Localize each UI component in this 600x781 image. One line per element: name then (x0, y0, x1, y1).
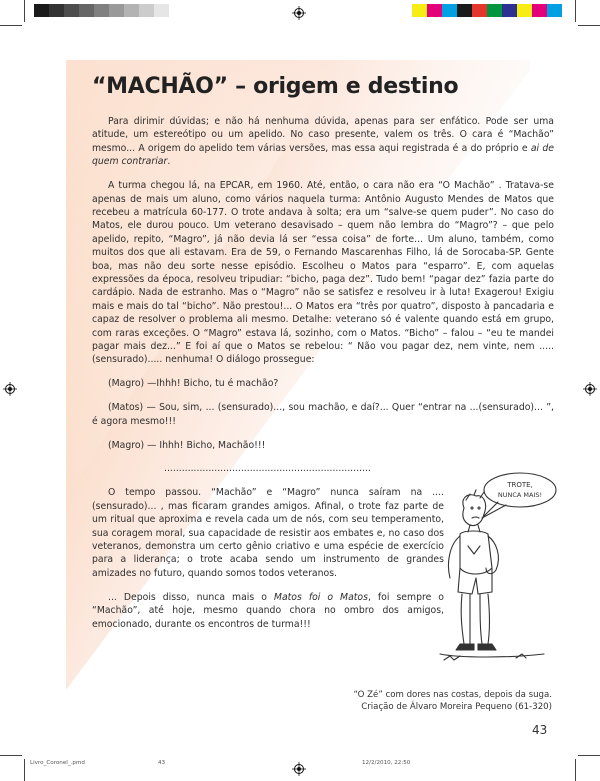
color-swatch (472, 4, 487, 17)
crop-mark (24, 0, 25, 22)
paragraph-aftermath: O tempo passou. “Machão” e “Magro” nunca saíram na .... (sensurado)... , mas ficaram grandes amigos. Afinal, o trote faz parte de um ritual que aproxima e revela cada um de nós, com seu temperamento, sua coragem moral, sua capacidade de resistir aos embates e, no caso dos veteranos, demonstra um certo gênio criativo e uma espécie de exercício para a liderança; o trote acaba sendo um instrumento de grandes amizades no futuro, quando somos todos veteranos. (92, 487, 444, 579)
color-swatch (502, 4, 517, 17)
gray-color-bar (34, 4, 184, 17)
color-swatch (517, 4, 532, 17)
dialog-line-1: (Magro) —Ihhh! Bicho, tu é machão? (108, 378, 279, 390)
crop-mark (578, 755, 600, 756)
color-swatch (94, 4, 109, 17)
slug-filename: Livro_Coronel_.pmd (30, 760, 85, 766)
crop-mark (24, 759, 25, 781)
crop-mark (575, 0, 576, 22)
color-swatch (169, 4, 184, 17)
color-swatch (79, 4, 94, 17)
illustration-caption (342, 690, 552, 713)
slug-page: 43 (158, 760, 166, 766)
color-swatch (124, 4, 139, 17)
color-swatch (154, 4, 169, 17)
color-swatch (412, 4, 427, 17)
crop-mark (0, 755, 22, 756)
svg-text:NUNCA MAIS!: NUNCA MAIS! (497, 491, 543, 499)
crop-mark (575, 759, 576, 781)
color-swatch (532, 4, 547, 17)
color-swatch (457, 4, 472, 17)
slug-date: 12/2/2010, 22:50 (362, 760, 411, 766)
registration-mark-icon (292, 762, 306, 776)
paragraph-story: A turma chegou lá, na EPCAR, em 1960. Até, então, o cara não era “O Machão” . Tratava-se apenas de mais um aluno, como vários naquela turma: Antônio Augusto Mendes de Matos que recebeu a matrícula 60-177. O trote andava à solta; era um “salve-se quem puder”. No caso do Matos, ele durou pouco. Um veterano desavisado – quem não lembra do “Magro”? – que pelo apelido, repito, “Magro”, já não devia lá ser “essa coisa” de forte... Um aluno, também, como muitos dos que ali estavam. Era de 59, o Fernando Mascarenhas Filho, lá de Sorocaba-SP. Gente boa, mas não deu sorte nesse episódio. Escolheu o Matos para “esparro”. E, com aquelas expressões da época, resolveu tripudiar: “bicho, paga dez”. Tudo bem! “pagar dez” fazia parte do cardápio. Nada de estranho. Mas o “Magro” não se satisfez e resolveu ir à luta! Exagerou! Exigiu mais e mais do tal “bicho”. Não prestou!... O Matos era “três por quatro”, disposto à pancadaria e capaz de resolver o problema ali mesmo. Detalhe: veterano só é valente quando está em grupo, com raras exceções. O “Magro” estava lá, sozinho, com o Matos. “Bicho” – falou – “eu te mandei pagar mais dez...” E foi aí que o Matos se rebelou: “ Não vou pagar dez, nem vinte, nem ..... (sensurado)..... nenhuma! O diálogo prossegue: (92, 180, 554, 366)
page-number: 43 (532, 723, 548, 737)
color-swatch (139, 4, 154, 17)
cartoon-illustration (420, 468, 560, 678)
svg-text:TROTE,: TROTE, (507, 481, 533, 489)
registration-mark-icon (3, 382, 17, 396)
dialog-line-3: (Magro) — Ihhh! Bicho, Machão!!! (108, 439, 266, 451)
registration-mark-icon (292, 6, 306, 20)
color-swatch (442, 4, 457, 17)
color-swatch (64, 4, 79, 17)
dotted-separator: ...................................................................... (164, 463, 371, 475)
paragraph-closing: ... Depois disso, nunca mais o Matos foi o Matos, foi sempre o “Machão”, até hoje, mesmo quando chora no ombro dos amigos, emocionado, durante os encontros de turma!!! (92, 591, 444, 630)
caption-line-2: Criação de Álvaro Moreira Pequeno (61-320) (361, 701, 552, 712)
color-swatch (49, 4, 64, 17)
paragraph-intro: Para dirimir dúvidas; e não há nenhuma dúvida, apenas para ser enfático. Pode ser uma atitude, um estereótipo ou um apelido. No caso presente, valem os três. O cara é “Machão” mesmo... A origem do apelido tem várias versões, mas essa aqui registrada é a do próprio e ai de quem contrariar. (92, 116, 555, 168)
color-swatch (34, 4, 49, 17)
color-swatch (109, 4, 124, 17)
caption-line-1: “O Zé” com dores nas costas, depois da suga. (353, 690, 552, 700)
speech-bubble (484, 473, 556, 507)
dialog-line-2: (Matos) — Sou, sim, ... (sensurado)..., sou machão, e daí?... Quer “entrar na ...(sensurado)... ”, é agora mesmo!!! (92, 402, 554, 427)
process-color-bar (412, 4, 562, 17)
crop-mark (578, 25, 600, 26)
registration-mark-icon (583, 382, 597, 396)
color-swatch (487, 4, 502, 17)
color-swatch (427, 4, 442, 17)
page-title: “MACHÃO” – origem e destino (92, 74, 459, 99)
color-swatch (547, 4, 562, 17)
crop-mark (0, 25, 22, 26)
